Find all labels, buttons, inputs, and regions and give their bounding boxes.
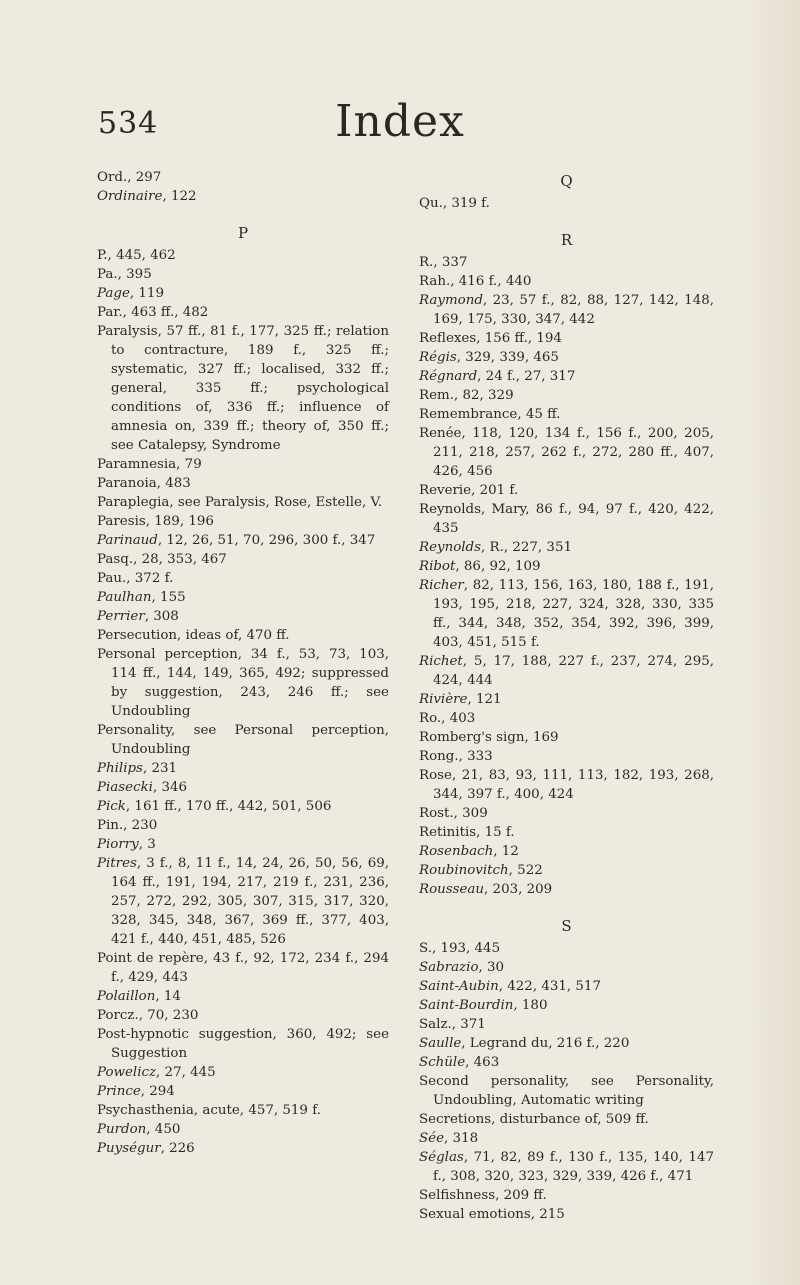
index-entry: Page, 119 bbox=[97, 286, 164, 301]
index-entry: Rah., 416 f., 440 bbox=[419, 274, 532, 289]
index-entry: Par., 463 ff., 482 bbox=[97, 305, 209, 320]
index-entry: Pick, 161 ff., 170 ff., 442, 501, 506 bbox=[97, 799, 332, 814]
index-entry: Paranoia, 483 bbox=[97, 476, 191, 491]
index-entry: Purdon, 450 bbox=[97, 1122, 181, 1137]
index-entry: Sée, 318 bbox=[419, 1131, 479, 1146]
index-entry: Qu., 319 f. bbox=[419, 196, 490, 211]
index-entry: Paulhan, 155 bbox=[97, 590, 186, 605]
section-letter: Q bbox=[560, 172, 573, 190]
index-entry: Pasq., 28, 353, 467 bbox=[97, 552, 227, 567]
index-entry: Personality, see Personal perception, Undoubling bbox=[97, 723, 389, 757]
index-entry: Paresis, 189, 196 bbox=[97, 514, 214, 529]
index-entry: Reverie, 201 f. bbox=[419, 483, 519, 498]
index-entry: P., 445, 462 bbox=[97, 248, 176, 263]
index-column-right bbox=[419, 168, 714, 1224]
index-entry: Psychasthenia, acute, 457, 519 f. bbox=[97, 1103, 321, 1118]
index-entry: Ordinaire, 122 bbox=[97, 189, 197, 204]
index-entry: Paraplegia, see Paralysis, Rose, Estelle, V. bbox=[97, 495, 383, 510]
index-entry: Renée, 118, 120, 134 f., 156 f., 200, 205, 211, 218, 257, 262 f., 272, 280 ff., 407, 426, 456 bbox=[419, 426, 714, 479]
section-spacer bbox=[419, 899, 714, 913]
index-entry: Raymond, 23, 57 f., 82, 88, 127, 142, 148, 169, 175, 330, 347, 442 bbox=[419, 293, 714, 327]
index-entry: Puységur, 226 bbox=[97, 1141, 195, 1156]
index-entry: Reynolds, R., 227, 351 bbox=[419, 540, 572, 555]
index-entry: Sabrazio, 30 bbox=[419, 960, 505, 975]
index-entry: Saint-Bourdin, 180 bbox=[419, 998, 548, 1013]
index-entry: Porcz., 70, 230 bbox=[97, 1008, 199, 1023]
index-entry: Philips, 231 bbox=[97, 761, 178, 776]
page-title: Index bbox=[335, 96, 465, 147]
index-entry: Rem., 82, 329 bbox=[419, 388, 514, 403]
index-entry: Richet, 5, 17, 188, 227 f., 237, 274, 295, 424, 444 bbox=[419, 654, 714, 688]
index-entry: Post-hypnotic suggestion, 360, 492; see Suggestion bbox=[97, 1027, 389, 1061]
index-entry: Schüle, 463 bbox=[419, 1055, 500, 1070]
page-header bbox=[0, 92, 800, 152]
index-entry: Remembrance, 45 ff. bbox=[419, 407, 561, 422]
index-entry: Rose, 21, 83, 93, 111, 113, 182, 193, 268, 344, 397 f., 400, 424 bbox=[419, 768, 714, 802]
index-entry: Rosenbach, 12 bbox=[419, 844, 519, 859]
index-entry: Ro., 403 bbox=[419, 711, 476, 726]
index-entry: R., 337 bbox=[419, 255, 468, 270]
index-entry: Reynolds, Mary, 86 f., 94, 97 f., 420, 422, 435 bbox=[419, 502, 714, 536]
index-entry: Piasecki, 346 bbox=[97, 780, 188, 795]
index-entry: Prince, 294 bbox=[97, 1084, 175, 1099]
index-entry: Powelicz, 27, 445 bbox=[97, 1065, 216, 1080]
index-entry: Second personality, see Personality, Undoubling, Automatic writing bbox=[419, 1074, 714, 1108]
index-entry: Rivière, 121 bbox=[419, 692, 502, 707]
index-entry: Retinitis, 15 f. bbox=[419, 825, 515, 840]
index-entry: Rong., 333 bbox=[419, 749, 493, 764]
section-letter: R bbox=[560, 231, 573, 249]
index-entry: Romberg's sign, 169 bbox=[419, 730, 559, 745]
index-entry: S., 193, 445 bbox=[419, 941, 501, 956]
section-spacer bbox=[97, 206, 389, 220]
page-number: 534 bbox=[98, 106, 159, 141]
index-entry: Saulle, Legrand du, 216 f., 220 bbox=[419, 1036, 630, 1051]
index-entry: Régis, 329, 339, 465 bbox=[419, 350, 559, 365]
index-entry: Piorry, 3 bbox=[97, 837, 156, 852]
index-entry: Salz., 371 bbox=[419, 1017, 486, 1032]
index-entry: Reflexes, 156 ff., 194 bbox=[419, 331, 562, 346]
index-entry: Selfishness, 209 ff. bbox=[419, 1188, 547, 1203]
index-entry: Régnard, 24 f., 27, 317 bbox=[419, 369, 576, 384]
index-entry: Point de repère, 43 f., 92, 172, 234 f., 294 f., 429, 443 bbox=[97, 951, 389, 985]
index-entry: Saint-Aubin, 422, 431, 517 bbox=[419, 979, 601, 994]
index-entry: Paramnesia, 79 bbox=[97, 457, 202, 472]
index-entry: Richer, 82, 113, 156, 163, 180, 188 f., 191, 193, 195, 218, 227, 324, 328, 330, 335 ff., 344, 348, 352, 354, 392, 396, 399, 403, 451, 515 f. bbox=[419, 578, 714, 650]
index-entry: Pin., 230 bbox=[97, 818, 158, 833]
index-column-left bbox=[97, 168, 389, 1158]
index-entry: Polaillon, 14 bbox=[97, 989, 181, 1004]
index-entry: Sexual emotions, 215 bbox=[419, 1207, 565, 1222]
index-entry: Personal perception, 34 f., 53, 73, 103, 114 ff., 144, 149, 365, 492; suppressed by suggestion, 243, 246 ff.; see Undoubling bbox=[97, 647, 389, 719]
index-entry: Rousseau, 203, 209 bbox=[419, 882, 553, 897]
section-letter: P bbox=[237, 224, 249, 242]
index-entry: Paralysis, 57 ff., 81 f., 177, 325 ff.; relation to contracture, 189 f., 325 ff.; systematic, 327 ff.; localised, 332 ff.; general, 335 ff.; psychological conditions of, 336 ff.; influence of amnesia on, 339 ff.; theory of, 350 ff.; see Catalepsy, Syndrome bbox=[97, 324, 389, 453]
index-entry: Séglas, 71, 82, 89 f., 130 f., 135, 140, 147 f., 308, 320, 323, 329, 339, 426 f., 471 bbox=[419, 1150, 714, 1184]
index-entry: Secretions, disturbance of, 509 ff. bbox=[419, 1112, 649, 1127]
index-entry: Perrier, 308 bbox=[97, 609, 179, 624]
index-entry: Pau., 372 f. bbox=[97, 571, 174, 586]
index-entry: Persecution, ideas of, 470 ff. bbox=[97, 628, 290, 643]
section-spacer bbox=[419, 213, 714, 227]
index-entry: Parinaud, 12, 26, 51, 70, 296, 300 f., 347 bbox=[97, 533, 376, 548]
page-edge-stain bbox=[740, 0, 800, 1285]
section-letter: S bbox=[561, 917, 572, 935]
index-entry: Rost., 309 bbox=[419, 806, 488, 821]
index-entry: Ord., 297 bbox=[97, 170, 162, 185]
index-entry: Pitres, 3 f., 8, 11 f., 14, 24, 26, 50, 56, 69, 164 ff., 191, 194, 217, 219 f., 231, 236, 257, 272, 292, 305, 307, 315, 317, 320, 328, 345, 348, 367, 369 ff., 377, 403, 421 f., 440, 451, 485, 526 bbox=[97, 856, 389, 947]
index-entry: Ribot, 86, 92, 109 bbox=[419, 559, 541, 574]
index-entry: Roubinovitch, 522 bbox=[419, 863, 543, 878]
index-entry: Pa., 395 bbox=[97, 267, 152, 282]
